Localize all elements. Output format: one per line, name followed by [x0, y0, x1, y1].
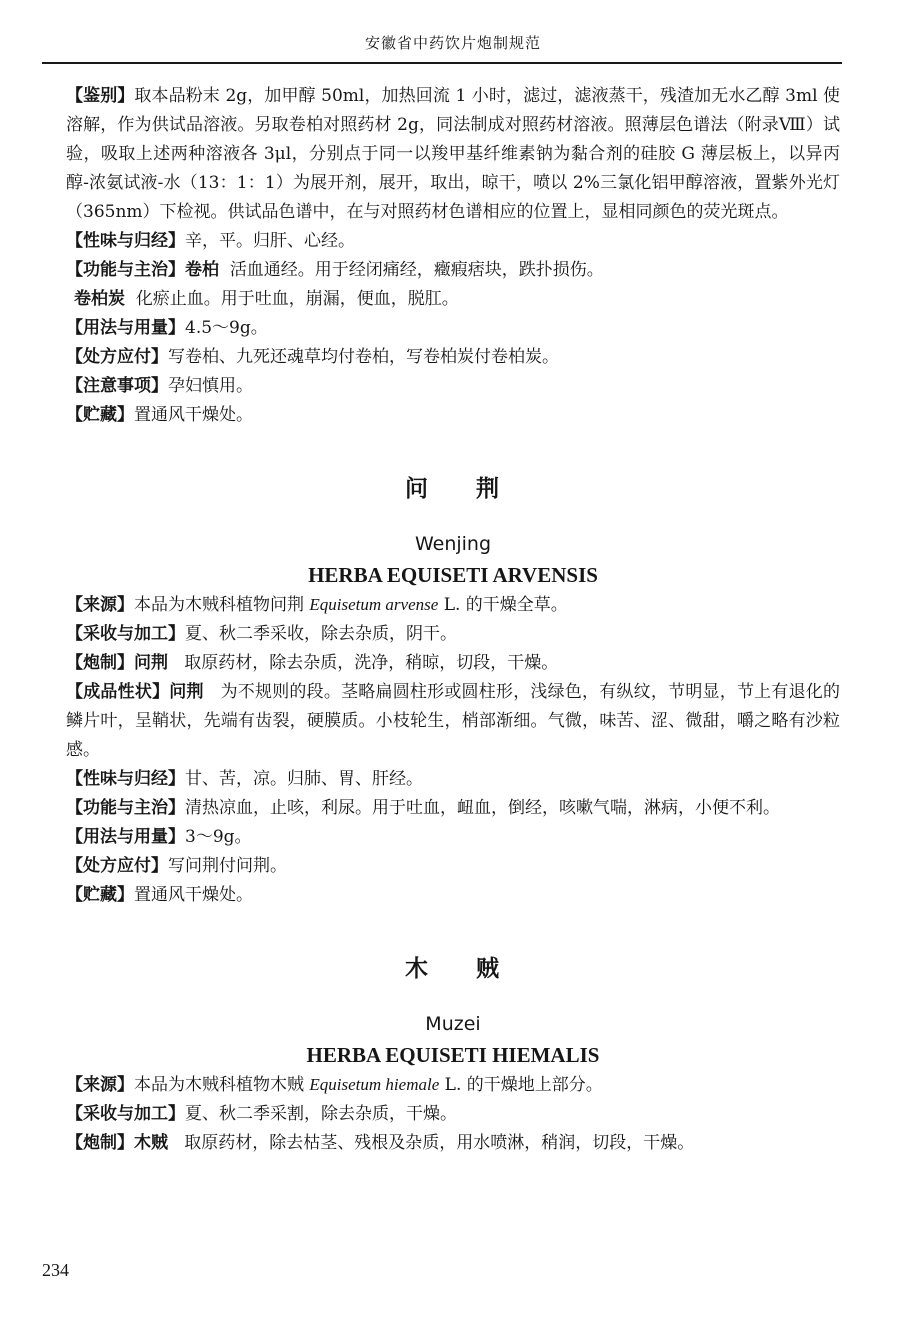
processing2-paragraph — [66, 1129, 840, 1158]
storage2-text: 置通风干燥处。 — [134, 885, 253, 905]
function-text: 活血通经。用于经闭痛经，癥瘕痞块，跌扑损伤。 — [229, 260, 604, 280]
running-header: 安徽省中药饮片炮制规范 — [364, 34, 541, 52]
dosage2-paragraph — [66, 823, 840, 852]
function3-paragraph — [66, 794, 840, 823]
title-char-4: 贼 — [476, 956, 501, 982]
page-body — [66, 82, 840, 1158]
harvest-label: 【采收与加工】 — [66, 624, 185, 644]
title-char-3: 木 — [405, 956, 430, 982]
dosage2-text: 3～9g。 — [185, 827, 252, 847]
pinyin-muzei: Muzei — [425, 1013, 481, 1035]
function2-text: 化瘀止血。用于吐血，崩漏，便血，脱肛。 — [135, 289, 459, 309]
prescription2-text: 写问荆付问荆。 — [168, 856, 287, 876]
property-label: 【性味与归经】 — [66, 231, 185, 251]
caution-text: 孕妇慎用。 — [168, 376, 253, 396]
function-term: 卷柏 — [185, 260, 219, 280]
processing-label: 【炮制】 — [66, 653, 134, 673]
pinyin-wenjing: Wenjing — [414, 533, 492, 555]
source2-label: 【来源】 — [66, 1075, 134, 1095]
source2-paragraph — [66, 1070, 840, 1100]
entry-title-wenjing — [66, 470, 840, 503]
storage-label: 【贮藏】 — [66, 405, 134, 425]
caution-paragraph — [66, 372, 840, 401]
header-rule — [42, 62, 842, 64]
prescription-text: 写卷柏、九死还魂草均付卷柏，写卷柏炭付卷柏炭。 — [168, 347, 559, 367]
storage-paragraph — [66, 401, 840, 430]
function3-label: 【功能与主治】 — [66, 798, 185, 818]
prescription2-label: 【处方应付】 — [66, 856, 168, 876]
function2-paragraph — [66, 285, 840, 314]
processing-text: 取原药材，除去杂质，洗净，稍晾，切段，干燥。 — [184, 653, 559, 673]
storage2-paragraph — [66, 881, 840, 910]
dosage-text: 4.5～9g。 — [185, 318, 268, 338]
source-paragraph — [66, 590, 840, 620]
property-paragraph — [66, 227, 840, 256]
processing2-term: 木贼 — [134, 1133, 168, 1153]
property2-paragraph — [66, 765, 840, 794]
entry-title-muzei — [66, 950, 840, 983]
identification-paragraph — [66, 82, 840, 227]
processing2-label: 【炮制】 — [66, 1133, 134, 1153]
function3-text: 清热凉血，止咳，利尿。用于吐血，衄血，倒经，咳嗽气喘，淋病，小便不利。 — [185, 798, 780, 818]
prescription-paragraph — [66, 343, 840, 372]
harvest2-label: 【采收与加工】 — [66, 1104, 185, 1124]
source-pre: 本品为木贼科植物问荆 — [134, 595, 304, 615]
identification-label: 【鉴别】 — [66, 86, 135, 106]
page-number: 234 — [42, 1260, 69, 1280]
source-species: Equisetum arvense — [309, 595, 439, 614]
property2-label: 【性味与归经】 — [66, 769, 185, 789]
caution-label: 【注意事项】 — [66, 376, 168, 396]
harvest2-text: 夏、秋二季采割，除去杂质，干燥。 — [185, 1104, 457, 1124]
title-char-1: 问 — [405, 476, 430, 502]
character-term: 问荆 — [169, 682, 204, 702]
property-text: 辛，平。归肝、心经。 — [185, 231, 355, 251]
prescription2-paragraph — [66, 852, 840, 881]
title-char-2: 荆 — [476, 476, 501, 502]
processing-paragraph — [66, 649, 840, 678]
function-paragraph — [66, 256, 840, 285]
character-label: 【成品性状】 — [66, 682, 170, 702]
identification-text: 取本品粉末 2g，加甲醇 50ml，加热回流 1 小时，滤过，滤液蒸干，残渣加无水乙醇 3ml 使溶解，作为供试品溶液。另取卷柏对照药材 2g，同法制成对照药材溶液。照薄层色谱法（附录Ⅷ）试验，吸取上述两种溶液各 3μl，分别点于同一以羧甲基纤维素钠为黏合剂的硅胶 G 薄层板上，以异丙醇-浓氨试液-水（13：1：1）为展开剂，展开，取出，晾干，喷以 2%三氯化铝甲醇溶液，置紫外光灯（365nm）下检视。供试品色谱中，在与对照药材色谱相应的位置上，显相同颜色的荧光斑点。 — [66, 86, 841, 222]
dosage-paragraph — [66, 314, 840, 343]
source2-pre: 本品为木贼科植物木贼 — [134, 1075, 304, 1095]
character-paragraph — [66, 678, 840, 765]
harvest-text: 夏、秋二季采收，除去杂质，阴干。 — [185, 624, 457, 644]
processing-term: 问荆 — [134, 653, 168, 673]
property2-text: 甘、苦，凉。归肺、胃、肝经。 — [185, 769, 423, 789]
dosage-label: 【用法与用量】 — [66, 318, 185, 338]
dosage2-label: 【用法与用量】 — [66, 827, 185, 847]
processing2-text: 取原药材，除去枯茎、残根及杂质，用水喷淋，稍润，切段，干燥。 — [184, 1133, 695, 1153]
latin-name-muzei: HERBA EQUISETI HIEMALIS — [306, 1043, 600, 1067]
function2-term: 卷柏炭 — [74, 289, 125, 309]
source-label: 【来源】 — [66, 595, 134, 615]
storage2-label: 【贮藏】 — [66, 885, 134, 905]
storage-text: 置通风干燥处。 — [134, 405, 253, 425]
character-text: 为不规则的段。茎略扁圆柱形或圆柱形，浅绿色，有纵纹，节明显，节上有退化的鳞片叶，呈鞘状，先端有齿裂，硬膜质。小枝轮生，梢部渐细。气微，味苦、涩、微甜，嚼之略有沙粒感。 — [66, 682, 841, 760]
source-post: L. 的干燥全草。 — [443, 595, 568, 615]
harvest-paragraph — [66, 620, 840, 649]
function-label: 【功能与主治】 — [66, 260, 185, 280]
source2-species: Equisetum hiemale — [309, 1075, 440, 1094]
prescription-label: 【处方应付】 — [66, 347, 168, 367]
source2-post: L. 的干燥地上部分。 — [444, 1075, 603, 1095]
latin-name-wenjing: HERBA EQUISETI ARVENSIS — [308, 563, 598, 587]
harvest2-paragraph — [66, 1100, 840, 1129]
